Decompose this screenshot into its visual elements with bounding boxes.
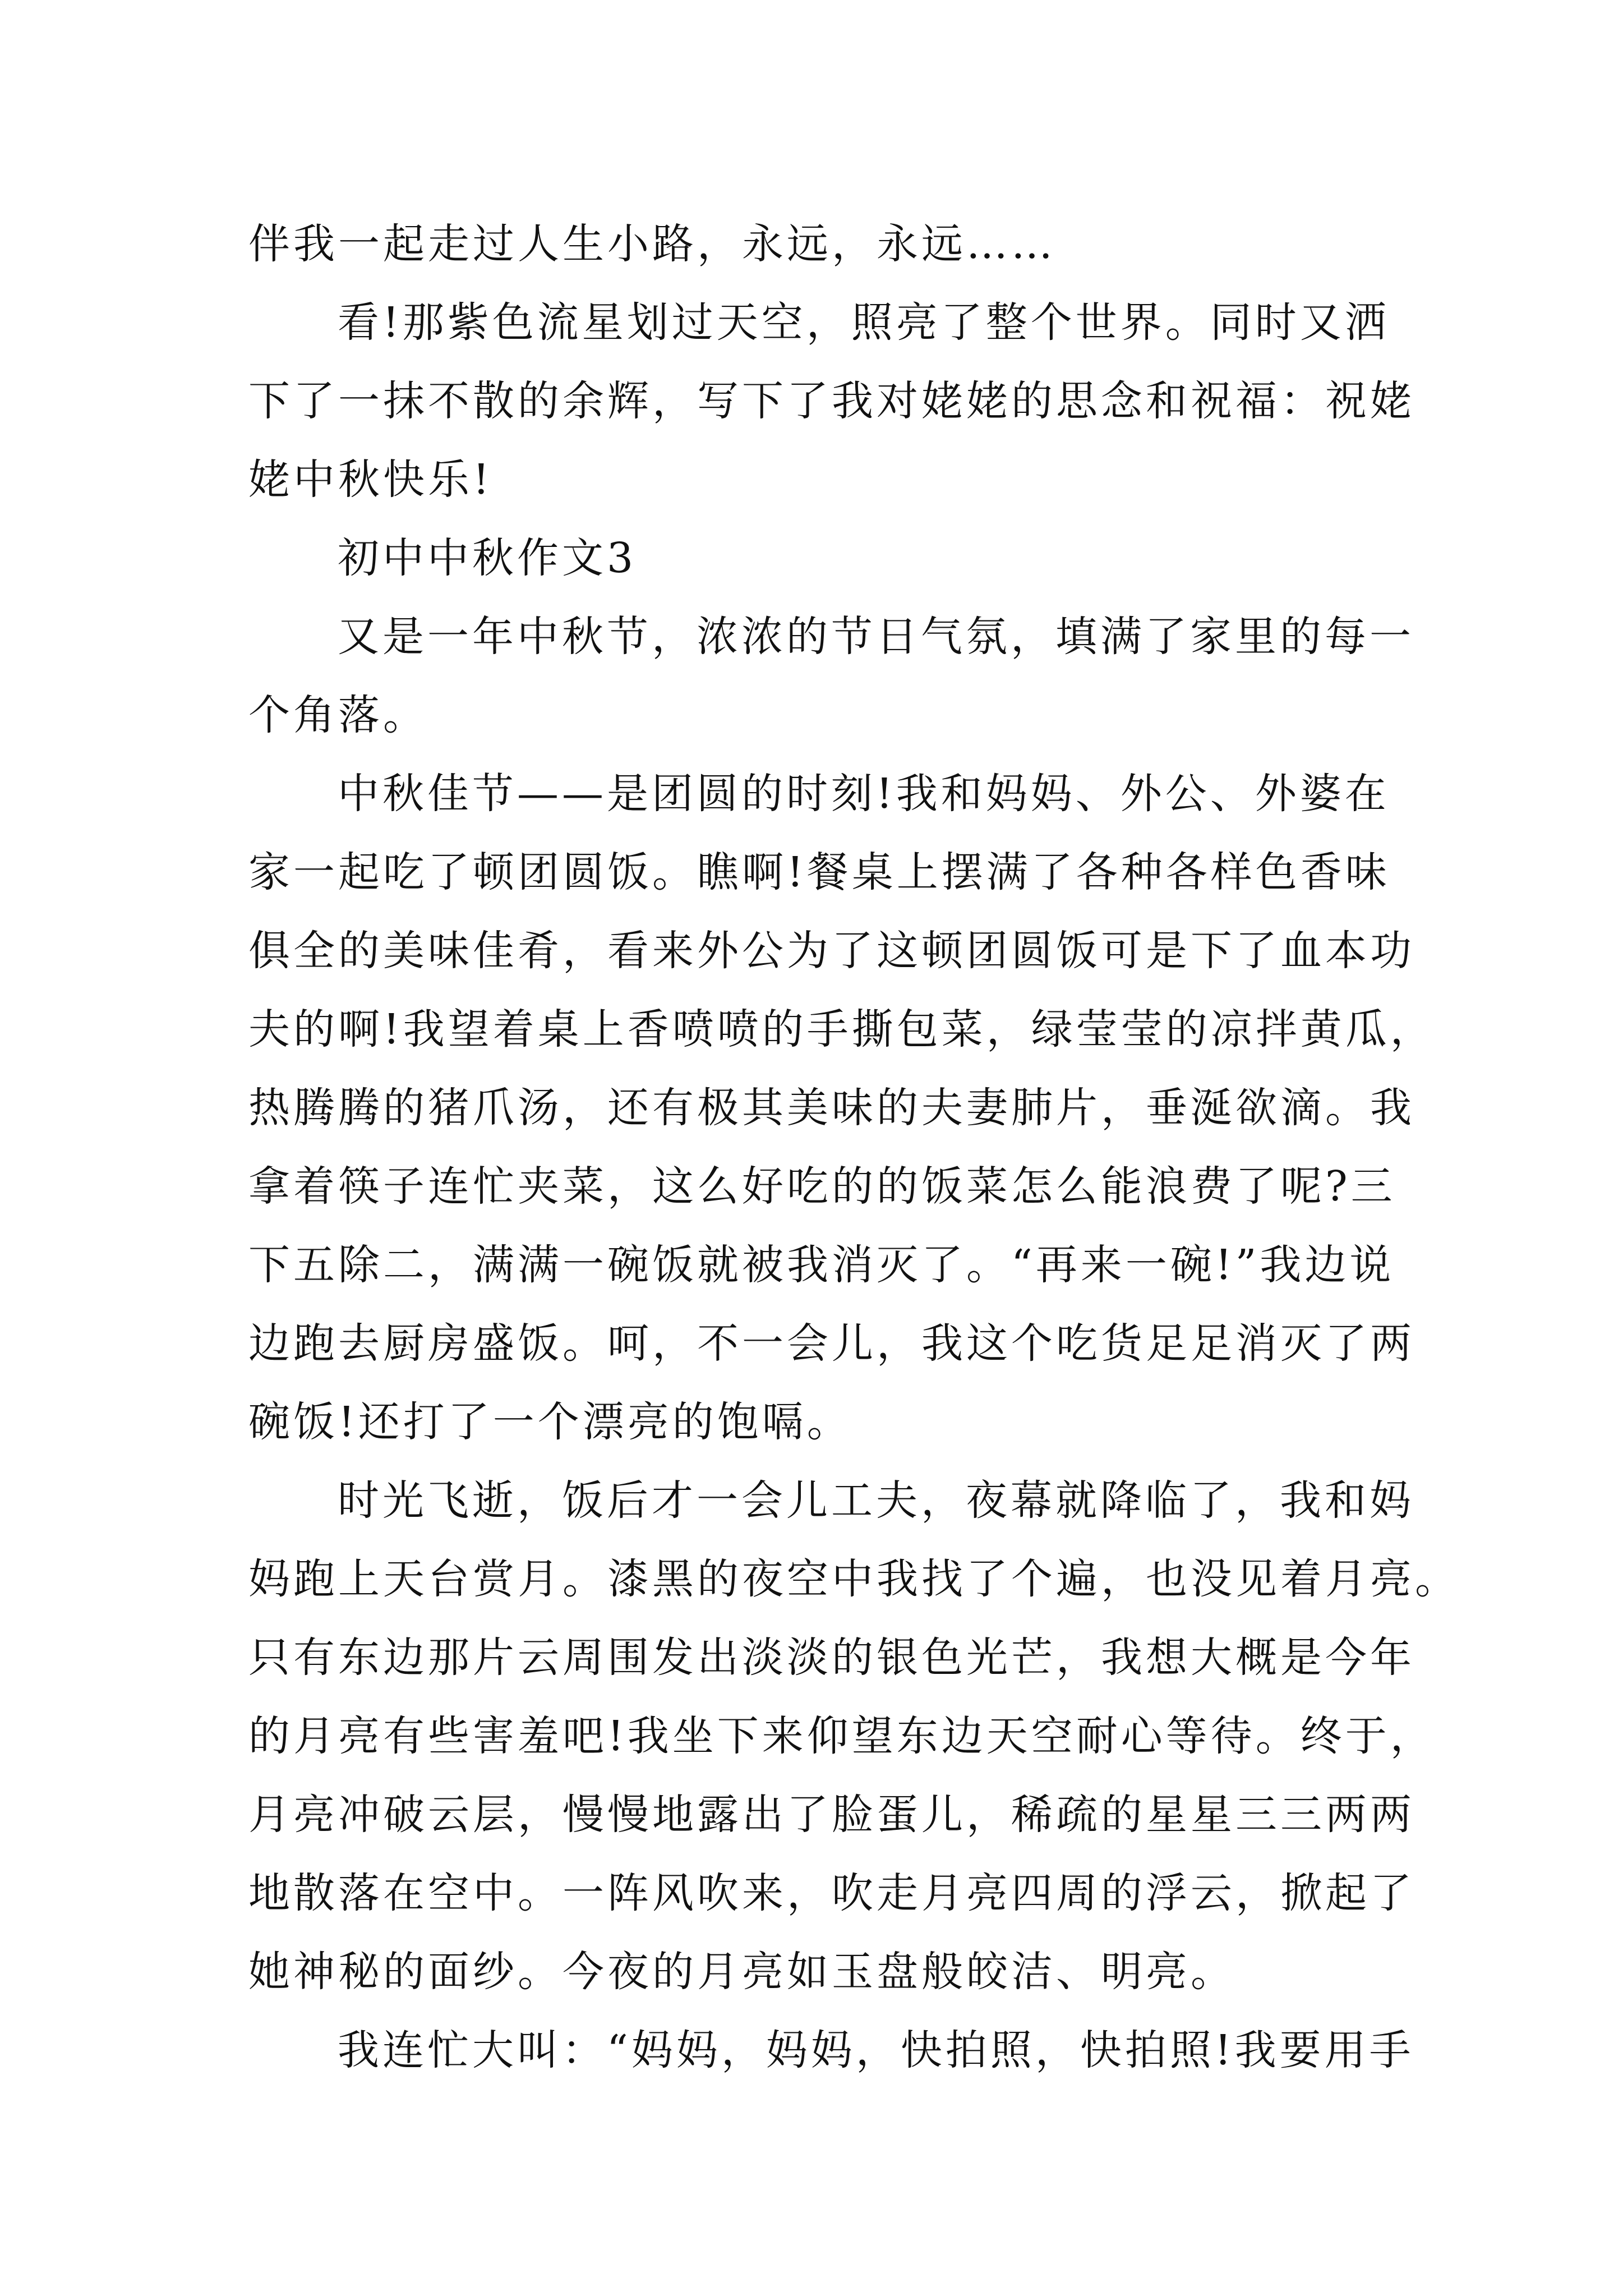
text-line-24: 我连忙大叫：“妈妈，妈妈，快拍照，快拍照!我要用手 [338,2026,1414,2074]
text-line-12: 热腾腾的猪爪汤，还有极其美味的夫妻肺片，垂涎欲滴。我 [248,1084,1415,1132]
text-line-19: 只有东边那片云周围发出淡淡的银色光芒，我想大概是今年 [248,1634,1415,1682]
text-line-1: 伴我一起走过人生小路，永远，永远…… [248,220,1056,268]
text-line-9: 家一起吃了顿团圆饭。瞧啊!餐桌上摆满了各种各样色香味 [248,848,1390,896]
text-line-8: 中秋佳节——是团圆的时刻!我和妈妈、外公、外婆在 [338,770,1390,818]
text-line-3: 下了一抹不散的余辉，写下了我对姥姥的思念和祝福：祝姥 [248,377,1415,425]
text-line-6: 又是一年中秋节，浓浓的节日气氛，填满了家里的每一 [338,613,1414,661]
text-line-23: 她神秘的面纱。今夜的月亮如玉盘般皎洁、明亮。 [248,1948,1235,1996]
section-heading: 初中中秋作文3 [338,534,637,582]
text-line-20: 的月亮有些害羞吧!我坐下来仰望东边天空耐心等待。终于， [248,1712,1435,1760]
text-line-14: 下五除二，满满一碗饭就被我消灭了。“再来一碗!”我边说 [248,1241,1395,1289]
text-line-2: 看!那紫色流星划过天空，照亮了整个世界。同时又洒 [338,298,1390,347]
text-line-7: 个角落。 [248,691,428,739]
text-line-16: 碗饭!还打了一个漂亮的饱嗝。 [248,1398,852,1446]
text-line-4: 姥中秋快乐! [248,455,493,504]
text-line-22: 地散落在空中。一阵风吹来，吹走月亮四周的浮云，掀起了 [248,1869,1415,1917]
text-line-17: 时光飞逝，饭后才一会儿工夫，夜幕就降临了，我和妈 [338,1476,1414,1525]
text-line-18: 妈跑上天台赏月。漆黑的夜空中我找了个遍，也没见着月亮。 [248,1555,1460,1603]
text-line-15: 边跑去厨房盛饭。呵，不一会儿，我这个吃货足足消灭了两 [248,1319,1415,1368]
text-line-13: 拿着筷子连忙夹菜，这么好吃的的饭菜怎么能浪费了呢?三 [248,1162,1396,1211]
text-line-21: 月亮冲破云层，慢慢地露出了脸蛋儿，稀疏的星星三三两两 [248,1791,1415,1839]
text-line-10: 俱全的美味佳肴，看来外公为了这顿团圆饭可是下了血本功 [248,927,1415,975]
text-line-11: 夫的啊!我望着桌上香喷喷的手撕包菜，绿莹莹的凉拌黄瓜， [248,1005,1435,1053]
